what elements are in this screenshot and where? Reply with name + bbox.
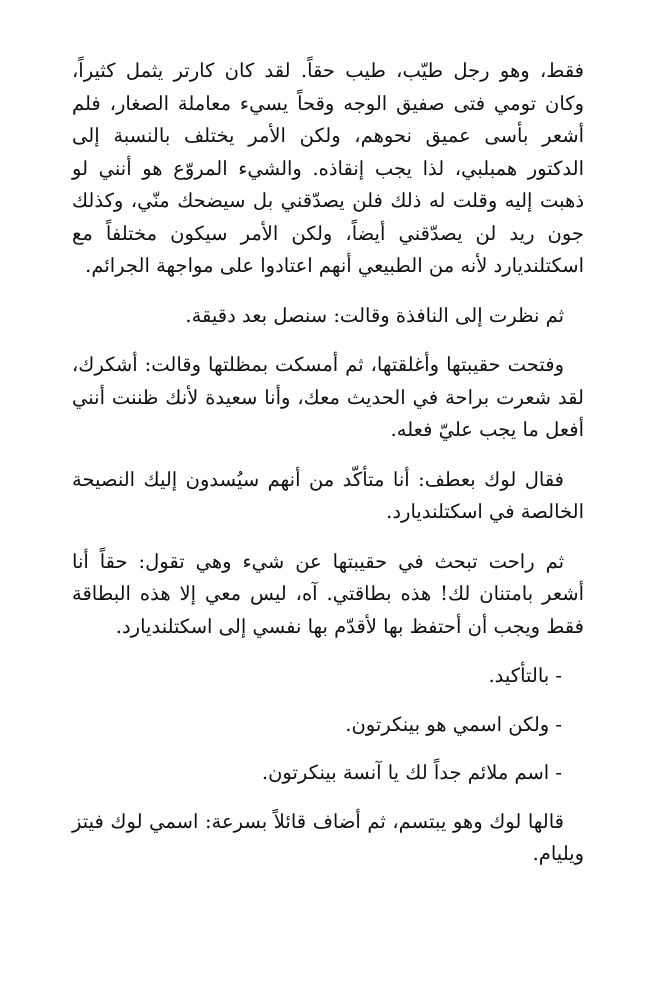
paragraph-1: فقط، وهو رجل طيّب، طيب حقاً. لقد كان كارتر يثمل كثيراً، وكان تومي فتى صفيق الوجه وقحاً يسيء معاملة الصغار، فلم أشعر بأسى عميق نحوهم، ولكن الأمر يختلف بالنسبة إلى الدكتور همبلبي، لذا يجب إنقاذه. والشيء المروّع هو أنني لو ذهبت إليه وقلت له ذلك فلن يصدّقني بل سيضحك منّي، وكذلك جون ريد لن يصدّقني أيضاً، ولكن الأمر سيكون مختلفاً مع اسكتلنديارد لأنه من الطبيعي أنهم اعتادوا على مواجهة الجرائم. [72,59,584,277]
paragraph-2: ثم نظرت إلى النافذة وقالت: سنصل بعد دقيقة. [185,303,564,327]
dialog-line-2: - ولكن اسمي هو بينكرتون. [345,712,562,736]
dialog-line-3: - اسم ملائم جداً لك يا آنسة بينكرتون. [261,761,562,784]
paragraph-3: وفتحت حقيبتها وأغلقتها، ثم أمسكت بمظلتها وقالت: أشكرك، لقد شعرت براحة في الحديث معك، وأنا سعيدة لأنك ظننت أنني أفعل ما يجب عليّ فعله. [72,353,584,441]
paragraph-5: ثم راحت تبحث في حقيبتها عن شيء وهي تقول: حقاً أنا أشعر بامتنان لك! هذه بطاقتي. آه، ليس معي إلا هذه البطاقة فقط ويجب أن أحتفظ بها لأقدّم بها نفسي إلى اسكتلنديارد. [72,549,584,638]
book-page [72,55,584,888]
closing-paragraph: قالها لوك وهو يبتسم، ثم أضاف قائلاً بسرعة: اسمي لوك فيتز ويليام. [72,809,584,865]
paragraph-4: فقال لوك بعطف: أنا متأكّد من أنهم سيُسدون إليك النصيحة الخالصة في اسكتلنديارد. [72,467,584,523]
dialog-line-1: - بالتأكيد. [488,664,562,687]
